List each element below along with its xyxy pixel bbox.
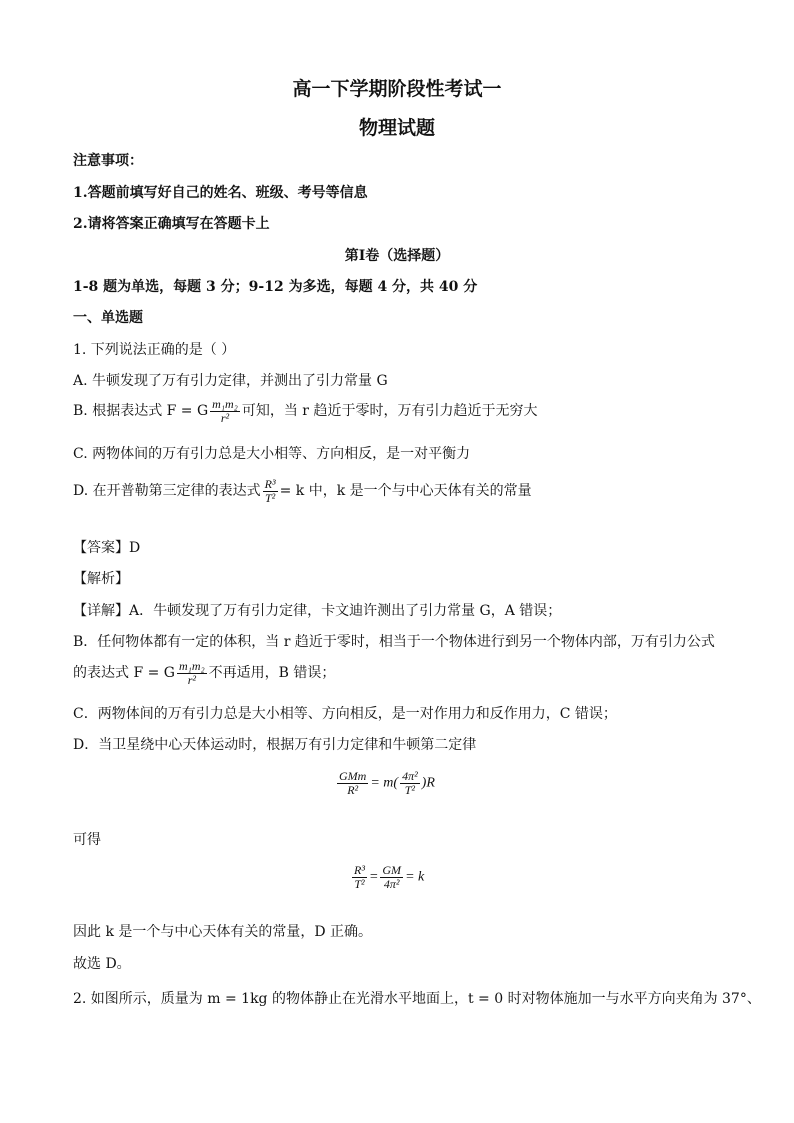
question-1-stem: 1. 下列说法正确的是（ ） bbox=[73, 342, 236, 358]
answer-line: 【答案】D bbox=[73, 540, 141, 556]
eq1-suffix: )R bbox=[421, 775, 435, 791]
question-2-stem: 2. 如图所示，质量为 m = 1kg 的物体静止在光滑水平地面上，t = 0 时对物体施加一与水平方向夹角为 37°、 bbox=[73, 991, 761, 1007]
page-title: 高一下学期阶段性考试一 bbox=[292, 78, 502, 100]
option-b-fraction bbox=[210, 398, 240, 424]
eq2-fraction-1 bbox=[352, 864, 367, 890]
option-b-numerator: m₁m₂ bbox=[212, 397, 238, 411]
part-heading: 一、单选题 bbox=[73, 310, 143, 326]
eq1-fraction-right bbox=[400, 770, 420, 796]
detail-a: 【详解】A．牛顿发现了万有引力定律，卡文迪许测出了引力常量 G，A 错误； bbox=[73, 603, 562, 619]
option-d-numerator: R³ bbox=[264, 477, 276, 491]
question-1-option-a: A. 牛顿发现了万有引力定律，并测出了引力常量 G bbox=[73, 373, 388, 389]
eq2-denominator-1: T² bbox=[354, 876, 365, 891]
detail-b-numerator: m₁m₂ bbox=[178, 659, 205, 673]
option-d-suffix: = k 中，k 是一个与中心天体有关的常量 bbox=[279, 483, 532, 500]
eq1-numerator: GMm bbox=[339, 769, 367, 783]
equation-1 bbox=[335, 770, 435, 796]
choose-line: 故选 D。 bbox=[73, 956, 131, 972]
eq1-fraction-left bbox=[337, 770, 368, 796]
option-b-prefix: B. 根据表达式 F = G bbox=[73, 403, 209, 420]
question-1-option-c: C. 两物体间的万有引力总是大小相等、方向相反，是一对平衡力 bbox=[73, 446, 471, 462]
option-d-prefix: D. 在开普勒第三定律的表达式 bbox=[73, 483, 261, 500]
detail-b-line2 bbox=[73, 660, 335, 686]
eq2-fraction-2 bbox=[380, 864, 403, 890]
eq2-denominator-2: 4π² bbox=[383, 876, 400, 891]
detail-b-line1: B．任何物体都有一定的体积，当 r 趋近于零时，相当于一个物体进行到另一个物体内部，万有引力公式 bbox=[73, 634, 715, 650]
volume-heading: 第Ⅰ卷（选择题） bbox=[344, 248, 450, 264]
question-1-option-b bbox=[73, 398, 537, 424]
eq2-equals: = bbox=[368, 869, 379, 885]
notes-heading: 注意事项： bbox=[73, 153, 143, 169]
detail-c: C．两物体间的万有引力总是大小相等、方向相反，是一对作用力和反作用力，C 错误； bbox=[73, 706, 617, 722]
detail-b-denominator: r² bbox=[187, 672, 196, 687]
detail-b-fraction bbox=[177, 660, 207, 686]
eq1-denominator: R² bbox=[347, 782, 359, 797]
eq1-middle: = m( bbox=[370, 775, 399, 791]
option-b-denominator: r² bbox=[220, 410, 230, 425]
eq1-denominator-2: T² bbox=[404, 782, 415, 797]
detail-b-prefix: 的表达式 F = G bbox=[73, 665, 175, 682]
detail-b-suffix: 不再适用，B 错误； bbox=[208, 665, 336, 682]
detail-d: D．当卫星绕中心天体运动时，根据万有引力定律和牛顿第二定律 bbox=[73, 737, 477, 753]
equation-2 bbox=[350, 864, 424, 890]
eq2-numerator-1: R³ bbox=[354, 863, 365, 877]
conclusion: 因此 k 是一个与中心天体有关的常量，D 正确。 bbox=[73, 924, 373, 940]
scoring-rule: 1-8 题为单选，每题 3 分；9-12 为多选，每题 4 分，共 40 分 bbox=[73, 279, 478, 295]
eq2-numerator-2: GM bbox=[382, 863, 402, 877]
notes-item-1: 1.答题前填写好自己的姓名、班级、考号等信息 bbox=[73, 185, 368, 201]
notes-item-2: 2.请将答案正确填写在答题卡上 bbox=[73, 216, 270, 232]
question-1-option-d bbox=[73, 478, 532, 504]
kede-text: 可得 bbox=[73, 832, 101, 848]
option-d-denominator: T² bbox=[264, 490, 276, 505]
analysis-tag: 【解析】 bbox=[73, 571, 129, 587]
option-d-fraction bbox=[263, 478, 278, 504]
page-subtitle: 物理试题 bbox=[358, 117, 435, 139]
option-b-suffix: 可知，当 r 趋近于零时，万有引力趋近于无穷大 bbox=[241, 403, 538, 420]
eq2-suffix: = k bbox=[405, 869, 425, 885]
eq1-numerator-2: 4π² bbox=[402, 769, 418, 783]
